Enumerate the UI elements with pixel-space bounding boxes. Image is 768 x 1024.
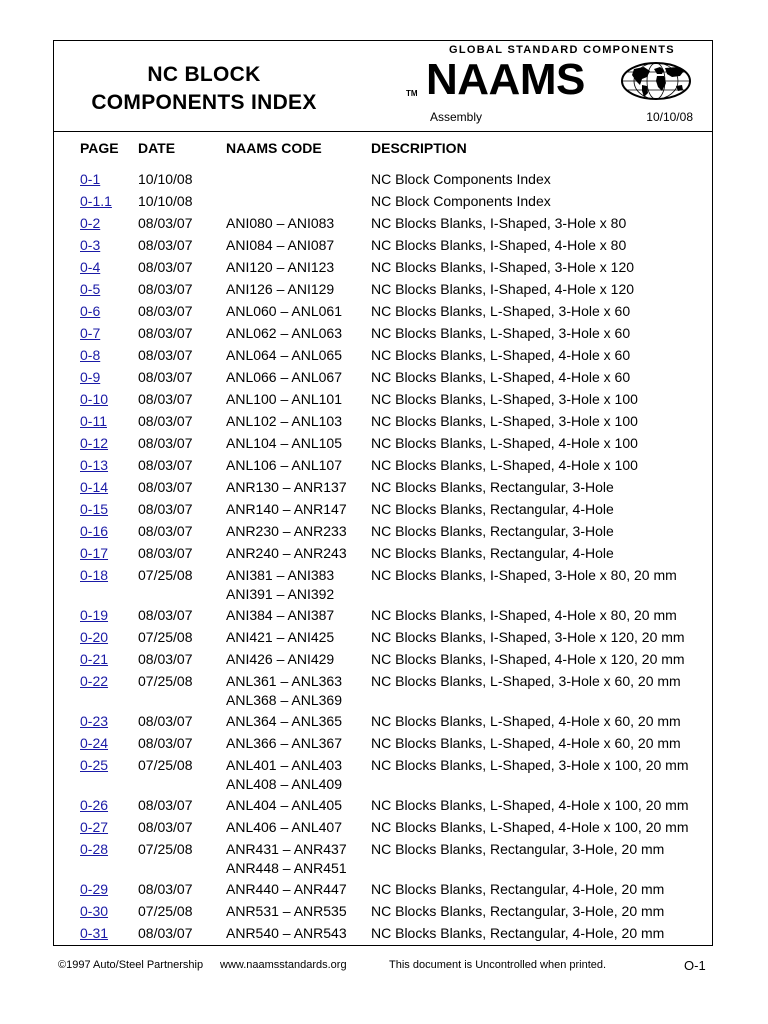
row-description-cell: NC Blocks Blanks, L-Shaped, 3-Hole x 60, 20 mm <box>371 673 681 689</box>
page-link-cell <box>80 818 108 837</box>
naams-code-line: ANI426 – ANI429 <box>226 651 335 667</box>
document-header <box>54 41 712 132</box>
page-link-cell <box>80 280 100 299</box>
row-description-cell: NC Blocks Blanks, Rectangular, 3-Hole, 20 mm <box>371 841 665 857</box>
row-description-cell: NC Blocks Blanks, I-Shaped, 4-Hole x 120 <box>371 281 635 297</box>
page-link-cell <box>80 346 100 365</box>
page-link[interactable]: 0-16 <box>80 523 109 539</box>
row-description-cell: NC Blocks Blanks, I-Shaped, 4-Hole x 80 <box>371 237 627 253</box>
page-link-cell <box>80 456 108 475</box>
brand-tagline: GLOBAL STANDARD COMPONENTS <box>449 44 675 56</box>
page-link[interactable]: 0-10 <box>80 391 109 407</box>
naams-code-line: ANR531 – ANR535 <box>226 903 347 919</box>
naams-code-line: ANL368 – ANL369 <box>226 692 342 708</box>
page-link-cell <box>80 880 108 899</box>
page-link-cell <box>80 796 108 815</box>
page-link[interactable]: 0-27 <box>80 819 109 835</box>
naams-code-line: ANL406 – ANL407 <box>226 819 342 835</box>
row-naams-code-cell <box>226 924 347 943</box>
row-description-cell: NC Blocks Blanks, I-Shaped, 3-Hole x 120 <box>371 259 635 275</box>
column-header-page: PAGE <box>80 140 119 156</box>
page-link[interactable]: 0-30 <box>80 903 109 919</box>
row-date-cell: 07/25/08 <box>138 567 193 583</box>
row-date-cell: 08/03/07 <box>138 391 193 407</box>
page-link[interactable]: 0-11 <box>80 413 107 429</box>
row-date-cell: 07/25/08 <box>138 903 193 919</box>
page-link[interactable]: 0-1 <box>80 171 101 187</box>
row-naams-code-cell <box>226 236 334 255</box>
naams-code-line: ANL361 – ANL363 <box>226 673 342 689</box>
page-link-cell <box>80 214 100 233</box>
row-description-cell: NC Blocks Blanks, Rectangular, 3-Hole <box>371 523 614 539</box>
row-date-cell: 08/03/07 <box>138 413 193 429</box>
row-date-cell: 07/25/08 <box>138 757 193 773</box>
column-header-naams-code: NAAMS CODE <box>226 140 322 156</box>
naams-code-line: ANL408 – ANL409 <box>226 776 342 792</box>
row-description-cell: NC Blocks Blanks, L-Shaped, 3-Hole x 60 <box>371 325 631 341</box>
page-link[interactable]: 0-29 <box>80 881 109 897</box>
globe-icon <box>620 61 692 101</box>
naams-code-line: ANI126 – ANI129 <box>226 281 335 297</box>
row-naams-code-cell <box>226 818 342 837</box>
page-link[interactable]: 0-3 <box>80 237 101 253</box>
row-date-cell: 10/10/08 <box>138 193 193 209</box>
row-date-cell: 07/25/08 <box>138 841 193 857</box>
naams-code-line: ANI391 – ANI392 <box>226 586 335 602</box>
row-description-cell: NC Blocks Blanks, Rectangular, 4-Hole <box>371 545 614 561</box>
row-naams-code-cell <box>226 628 334 647</box>
row-date-cell: 08/03/07 <box>138 479 193 495</box>
row-naams-code-cell <box>226 544 347 563</box>
page-link-cell <box>80 500 108 519</box>
document-title <box>54 61 354 117</box>
row-naams-code-cell <box>226 606 334 625</box>
page-link-cell <box>80 170 100 189</box>
row-description-cell: NC Blocks Blanks, L-Shaped, 4-Hole x 60 <box>371 347 631 363</box>
page-link-cell <box>80 236 100 255</box>
page-link[interactable]: 0-24 <box>80 735 109 751</box>
page-link-cell <box>80 368 100 387</box>
row-date-cell: 08/03/07 <box>138 523 193 539</box>
naams-code-line: ANR431 – ANR437 <box>226 841 347 857</box>
row-date-cell: 08/03/07 <box>138 607 193 623</box>
row-naams-code-cell <box>226 280 334 299</box>
row-description-cell: NC Blocks Blanks, Rectangular, 4-Hole, 20 mm <box>371 925 665 941</box>
naams-code-line: ANI084 – ANI087 <box>226 237 335 253</box>
page-link[interactable]: 0-1.1 <box>80 193 112 209</box>
row-date-cell: 08/03/07 <box>138 545 193 561</box>
page-link-cell <box>80 756 108 775</box>
row-date-cell: 08/03/07 <box>138 735 193 751</box>
naams-code-line: ANR240 – ANR243 <box>226 545 347 561</box>
page-link-cell <box>80 478 108 497</box>
page-link[interactable]: 0-15 <box>80 501 109 517</box>
row-date-cell: 08/03/07 <box>138 325 193 341</box>
page-link-cell <box>80 734 108 753</box>
row-date-cell: 08/03/07 <box>138 435 193 451</box>
naams-code-line: ANR540 – ANR543 <box>226 925 347 941</box>
row-naams-code-cell <box>226 880 347 899</box>
row-description-cell: NC Blocks Blanks, I-Shaped, 4-Hole x 80, 20 mm <box>371 607 677 623</box>
row-description-cell: NC Blocks Blanks, L-Shaped, 4-Hole x 100 <box>371 457 638 473</box>
naams-code-line: ANI120 – ANI123 <box>226 259 335 275</box>
page-link-cell <box>80 390 108 409</box>
page-link[interactable]: 0-17 <box>80 545 109 561</box>
page-link[interactable]: 0-18 <box>80 567 109 583</box>
row-naams-code-cell <box>226 566 334 604</box>
row-date-cell: 08/03/07 <box>138 281 193 297</box>
row-date-cell: 08/03/07 <box>138 457 193 473</box>
row-date-cell: 07/25/08 <box>138 629 193 645</box>
row-description-cell: NC Blocks Blanks, L-Shaped, 3-Hole x 100, 20 mm <box>371 757 689 773</box>
row-naams-code-cell <box>226 522 347 541</box>
row-naams-code-cell <box>226 368 342 387</box>
page-link[interactable]: 0-22 <box>80 673 109 689</box>
naams-code-line: ANR440 – ANR447 <box>226 881 347 897</box>
page-link-cell <box>80 924 108 943</box>
row-naams-code-cell <box>226 650 334 669</box>
header-date: 10/10/08 <box>646 110 693 124</box>
section-label: Assembly <box>430 110 483 124</box>
footer-copyright: ©1997 Auto/Steel Partnership <box>58 959 204 971</box>
row-naams-code-cell <box>226 500 347 519</box>
row-description-cell: NC Blocks Blanks, L-Shaped, 3-Hole x 100 <box>371 413 638 429</box>
row-naams-code-cell <box>226 346 342 365</box>
page-link-cell <box>80 672 108 691</box>
naams-code-line: ANL364 – ANL365 <box>226 713 342 729</box>
row-date-cell: 10/10/08 <box>138 171 193 187</box>
row-date-cell: 08/03/07 <box>138 501 193 517</box>
page-link-cell <box>80 628 108 647</box>
page-link[interactable]: 0-4 <box>80 259 101 275</box>
page-link[interactable]: 0-6 <box>80 303 101 319</box>
title-line-1: NC BLOCK <box>147 63 261 86</box>
row-naams-code-cell <box>226 902 347 921</box>
naams-code-line: ANL102 – ANL103 <box>226 413 342 429</box>
row-date-cell: 08/03/07 <box>138 881 193 897</box>
column-header-date: DATE <box>138 140 176 156</box>
row-description-cell: NC Blocks Blanks, I-Shaped, 3-Hole x 80 <box>371 215 627 231</box>
row-description-cell: NC Block Components Index <box>371 193 551 209</box>
naams-code-line: ANR140 – ANR147 <box>226 501 347 517</box>
row-date-cell: 08/03/07 <box>138 819 193 835</box>
row-description-cell: NC Blocks Blanks, L-Shaped, 4-Hole x 60, 20 mm <box>371 735 681 751</box>
row-description-cell: NC Blocks Blanks, I-Shaped, 3-Hole x 120, 20 mm <box>371 629 685 645</box>
naams-code-line: ANI384 – ANI387 <box>226 607 335 623</box>
row-date-cell: 08/03/07 <box>138 215 193 231</box>
row-description-cell: NC Blocks Blanks, L-Shaped, 4-Hole x 100, 20 mm <box>371 819 689 835</box>
row-description-cell: NC Blocks Blanks, L-Shaped, 4-Hole x 100 <box>371 435 638 451</box>
footer-notice: This document is Uncontrolled when printed. <box>389 959 607 971</box>
row-description-cell: NC Blocks Blanks, Rectangular, 3-Hole, 20 mm <box>371 903 665 919</box>
row-description-cell: NC Blocks Blanks, L-Shaped, 3-Hole x 60 <box>371 303 631 319</box>
page-link[interactable]: 0-26 <box>80 797 109 813</box>
page-link-cell <box>80 902 108 921</box>
naams-code-line: ANL401 – ANL403 <box>226 757 342 773</box>
page-link-cell <box>80 302 100 321</box>
column-header-description: DESCRIPTION <box>371 140 467 156</box>
naams-code-line: ANI381 – ANI383 <box>226 567 335 583</box>
row-description-cell: NC Blocks Blanks, L-Shaped, 4-Hole x 100, 20 mm <box>371 797 689 813</box>
page-link-cell <box>80 712 108 731</box>
row-date-cell: 08/03/07 <box>138 651 193 667</box>
row-description-cell: NC Blocks Blanks, I-Shaped, 3-Hole x 80, 20 mm <box>371 567 677 583</box>
page-link[interactable]: 0-25 <box>80 757 109 773</box>
row-description-cell: NC Blocks Blanks, L-Shaped, 3-Hole x 100 <box>371 391 638 407</box>
row-description-cell: NC Blocks Blanks, L-Shaped, 4-Hole x 60, 20 mm <box>371 713 681 729</box>
page-link-cell <box>80 434 108 453</box>
naams-code-line: ANL064 – ANL065 <box>226 347 342 363</box>
page-link[interactable]: 0-13 <box>80 457 109 473</box>
page-link[interactable]: 0-21 <box>80 651 109 667</box>
row-description-cell: NC Blocks Blanks, I-Shaped, 4-Hole x 120, 20 mm <box>371 651 685 667</box>
row-naams-code-cell <box>226 672 342 710</box>
page-link[interactable]: 0-2 <box>80 215 101 231</box>
naams-code-line: ANL104 – ANL105 <box>226 435 342 451</box>
page-link-cell <box>80 544 108 563</box>
naams-code-line: ANL060 – ANL061 <box>226 303 342 319</box>
page-link[interactable]: 0-5 <box>80 281 101 297</box>
row-description-cell: NC Block Components Index <box>371 171 551 187</box>
page-link-cell <box>80 192 112 211</box>
page-link-cell <box>80 566 108 585</box>
row-date-cell: 08/03/07 <box>138 303 193 319</box>
row-naams-code-cell <box>226 712 342 731</box>
page-link-cell <box>80 522 108 541</box>
trademark-mark: TM <box>406 89 418 98</box>
page-link[interactable]: 0-20 <box>80 629 109 645</box>
row-date-cell: 08/03/07 <box>138 925 193 941</box>
row-date-cell: 08/03/07 <box>138 713 193 729</box>
row-naams-code-cell <box>226 324 342 343</box>
page-link[interactable]: 0-28 <box>80 841 109 857</box>
page-link[interactable]: 0-14 <box>80 479 109 495</box>
page-link-cell <box>80 412 107 431</box>
naams-code-line: ANI421 – ANI425 <box>226 629 335 645</box>
naams-code-line: ANL066 – ANL067 <box>226 369 342 385</box>
row-naams-code-cell <box>226 840 347 878</box>
row-naams-code-cell <box>226 258 334 277</box>
page-link-cell <box>80 324 100 343</box>
row-naams-code-cell <box>226 214 334 233</box>
page-link[interactable]: 0-7 <box>80 325 101 341</box>
page-link[interactable]: 0-23 <box>80 713 109 729</box>
page-link[interactable]: 0-12 <box>80 435 109 451</box>
row-date-cell: 08/03/07 <box>138 237 193 253</box>
row-naams-code-cell <box>226 412 342 431</box>
footer-page-number: O-1 <box>684 958 706 973</box>
page-link-cell <box>80 258 100 277</box>
row-date-cell: 08/03/07 <box>138 797 193 813</box>
row-description-cell: NC Blocks Blanks, Rectangular, 4-Hole, 20 mm <box>371 881 665 897</box>
page-link[interactable]: 0-19 <box>80 607 109 623</box>
naams-code-line: ANI080 – ANI083 <box>226 215 335 231</box>
brand-logo-text: NAAMS <box>426 55 585 104</box>
row-description-cell: NC Blocks Blanks, Rectangular, 3-Hole <box>371 479 614 495</box>
naams-code-line: ANL404 – ANL405 <box>226 797 342 813</box>
naams-code-line: ANR230 – ANR233 <box>226 523 347 539</box>
row-date-cell: 07/25/08 <box>138 673 193 689</box>
row-date-cell: 08/03/07 <box>138 369 193 385</box>
row-date-cell: 08/03/07 <box>138 259 193 275</box>
naams-code-line: ANL106 – ANL107 <box>226 457 342 473</box>
row-naams-code-cell <box>226 478 347 497</box>
row-date-cell: 08/03/07 <box>138 347 193 363</box>
page-link-cell <box>80 650 108 669</box>
page-link[interactable]: 0-8 <box>80 347 101 363</box>
row-naams-code-cell <box>226 734 342 753</box>
page-link[interactable]: 0-31 <box>80 925 109 941</box>
page-link[interactable]: 0-9 <box>80 369 101 385</box>
page-link-cell <box>80 606 108 625</box>
row-description-cell: NC Blocks Blanks, Rectangular, 4-Hole <box>371 501 614 517</box>
naams-code-line: ANL062 – ANL063 <box>226 325 342 341</box>
naams-code-line: ANR130 – ANR137 <box>226 479 347 495</box>
row-naams-code-cell <box>226 390 342 409</box>
document-frame <box>53 40 713 946</box>
row-naams-code-cell <box>226 434 342 453</box>
row-naams-code-cell <box>226 456 342 475</box>
row-naams-code-cell <box>226 302 342 321</box>
footer-website: www.naamsstandards.org <box>220 959 347 971</box>
row-naams-code-cell <box>226 756 342 794</box>
page-link-cell <box>80 840 108 859</box>
naams-code-line: ANL100 – ANL101 <box>226 391 342 407</box>
naams-code-line: ANR448 – ANR451 <box>226 860 347 876</box>
row-description-cell: NC Blocks Blanks, L-Shaped, 4-Hole x 60 <box>371 369 631 385</box>
title-line-2: COMPONENTS INDEX <box>91 91 317 114</box>
row-naams-code-cell <box>226 796 342 815</box>
naams-code-line: ANL366 – ANL367 <box>226 735 342 751</box>
